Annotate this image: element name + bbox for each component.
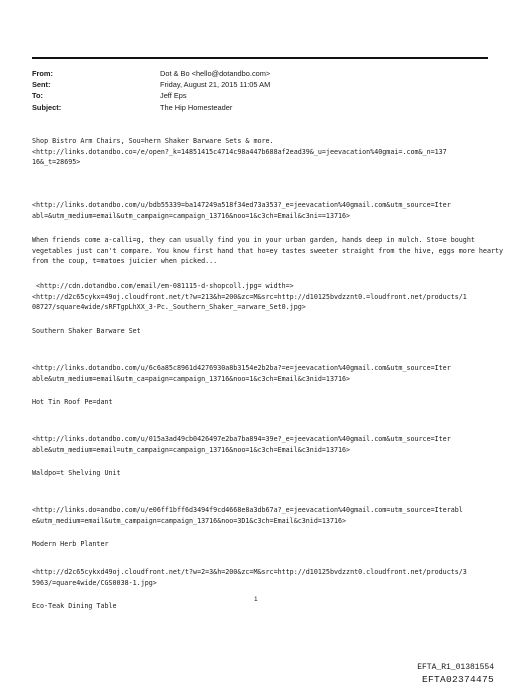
product-title-barware: Southern Shaker Barware Set — [32, 327, 141, 335]
intro-paragraph: Shop Bistro Arm Chairs, Sou=hern Shaker Barware Sets & more. <http://links.dotandbo.co=/e/open?_k=14851415c4714c98a447b688af2ead39&_u=jeevacation%40gmai=.com&_n=137 16&_t=28695> — [32, 137, 447, 167]
sent-row — [32, 79, 492, 90]
email-header — [32, 68, 492, 113]
bates-number-1: EFTA_R1_01381554 — [417, 663, 494, 672]
subject-label: Subject: — [32, 102, 62, 112]
product-title-pendant: Hot Tin Roof Pe=dant — [32, 398, 113, 406]
bates-number-2: EFTA02374475 — [421, 674, 494, 685]
subject-row — [32, 102, 492, 113]
to-row — [32, 90, 492, 101]
product-title-planter: Modern Herb Planter — [32, 540, 109, 548]
to-value: Jeff Eps — [160, 91, 187, 101]
description-paragraph: When friends come a-calli=g, they can usually find you in your urban garden, hands deep in mulch. Sto=e bought vegetables just can't compare. You know first hand that ho=ey tastes sweeter straight from the hive, eggs more hearty from the coup, t=matoes juicier when picked... — [32, 236, 504, 266]
page-number: 1 — [254, 596, 258, 603]
subject-value: The Hip Homesteader — [160, 102, 233, 112]
from-value: Dot & Bo <hello@dotandbo.com> — [160, 69, 271, 78]
to-label: To: — [32, 91, 43, 101]
from-row — [32, 68, 492, 79]
image-link-paragraph-2: <http://d2c65cykxd49oj.cloudfront.net/t?w=2=3&h=200&zc=M&src=http://d10125bvdzznt0.cloudfront.net/products/3 5963/=quare4wide/CGS0038-1.jpg> — [32, 568, 467, 587]
link-paragraph-1: <http://links.dotandbo.com/u/bdb55339=ba147249a518f34ed73a353?_e=jeevacation%40gmail.com&utm_source=Iter abl=&utm_medium=email&utm_campaign=campaign_13716&noo=1&c3ch=Email&c3ni==13716> — [32, 201, 451, 220]
link-paragraph-2: <http://links.dotandbo.com/u/6c6a85c8961d4276930a8b3154e2b2ba?=e=jeevacation%40gmail.com&utm_source=Iter able&utm_medium=email&utm_ca=paign=campaign_13716&noo=1&c3ch=Email&c3nid=13716> — [32, 364, 451, 383]
product-title-shelving: Waldpo=t Shelving Unit — [32, 469, 121, 477]
link-paragraph-3: <http://links.dotandbo.com/u/015a3ad49cb0426497e2ba7ba894=39e?_e=jeevacation%40gmail.com&utm_source=Iter able&utm_medium=email=utm_campaign=campaign_13716&noo=1&c3ch=Email&c3nid=13716> — [32, 435, 451, 454]
top-rule — [32, 57, 488, 59]
sent-value: Friday, August 21, 2015 11:05 AM — [160, 80, 271, 90]
link-paragraph-4: <http://links.do=andbo.com/u/e06ff1bff6d3494f9cd4668e8a3db67a?_e=jeevacation%40gmail.com=utm_source=Iterabl e&utm_medium=email&utm_campaign=campaign_13716&noo=3D1&c3ch=Email&c3nid=13716> — [32, 506, 463, 525]
from-label: From: — [32, 69, 53, 78]
product-title-dining-table: Eco-Teak Dining Table — [32, 602, 117, 610]
sent-label: Sent: — [32, 80, 51, 90]
image-link-paragraph: <http://cdn.dotandbo.com/email/em-081115-d-shopcoll.jpg= width=> <http://d2c65cykx=49oj.cloudfront.net/t?w=213&h=200&zc=M&src=http://d10125bvdzznt0.=loudfront.net/products/1 08727/square4wide/sRFTgpLhXX_3-Pc._Southern_Shaker_=arware_Set0.jpg> — [32, 282, 467, 312]
